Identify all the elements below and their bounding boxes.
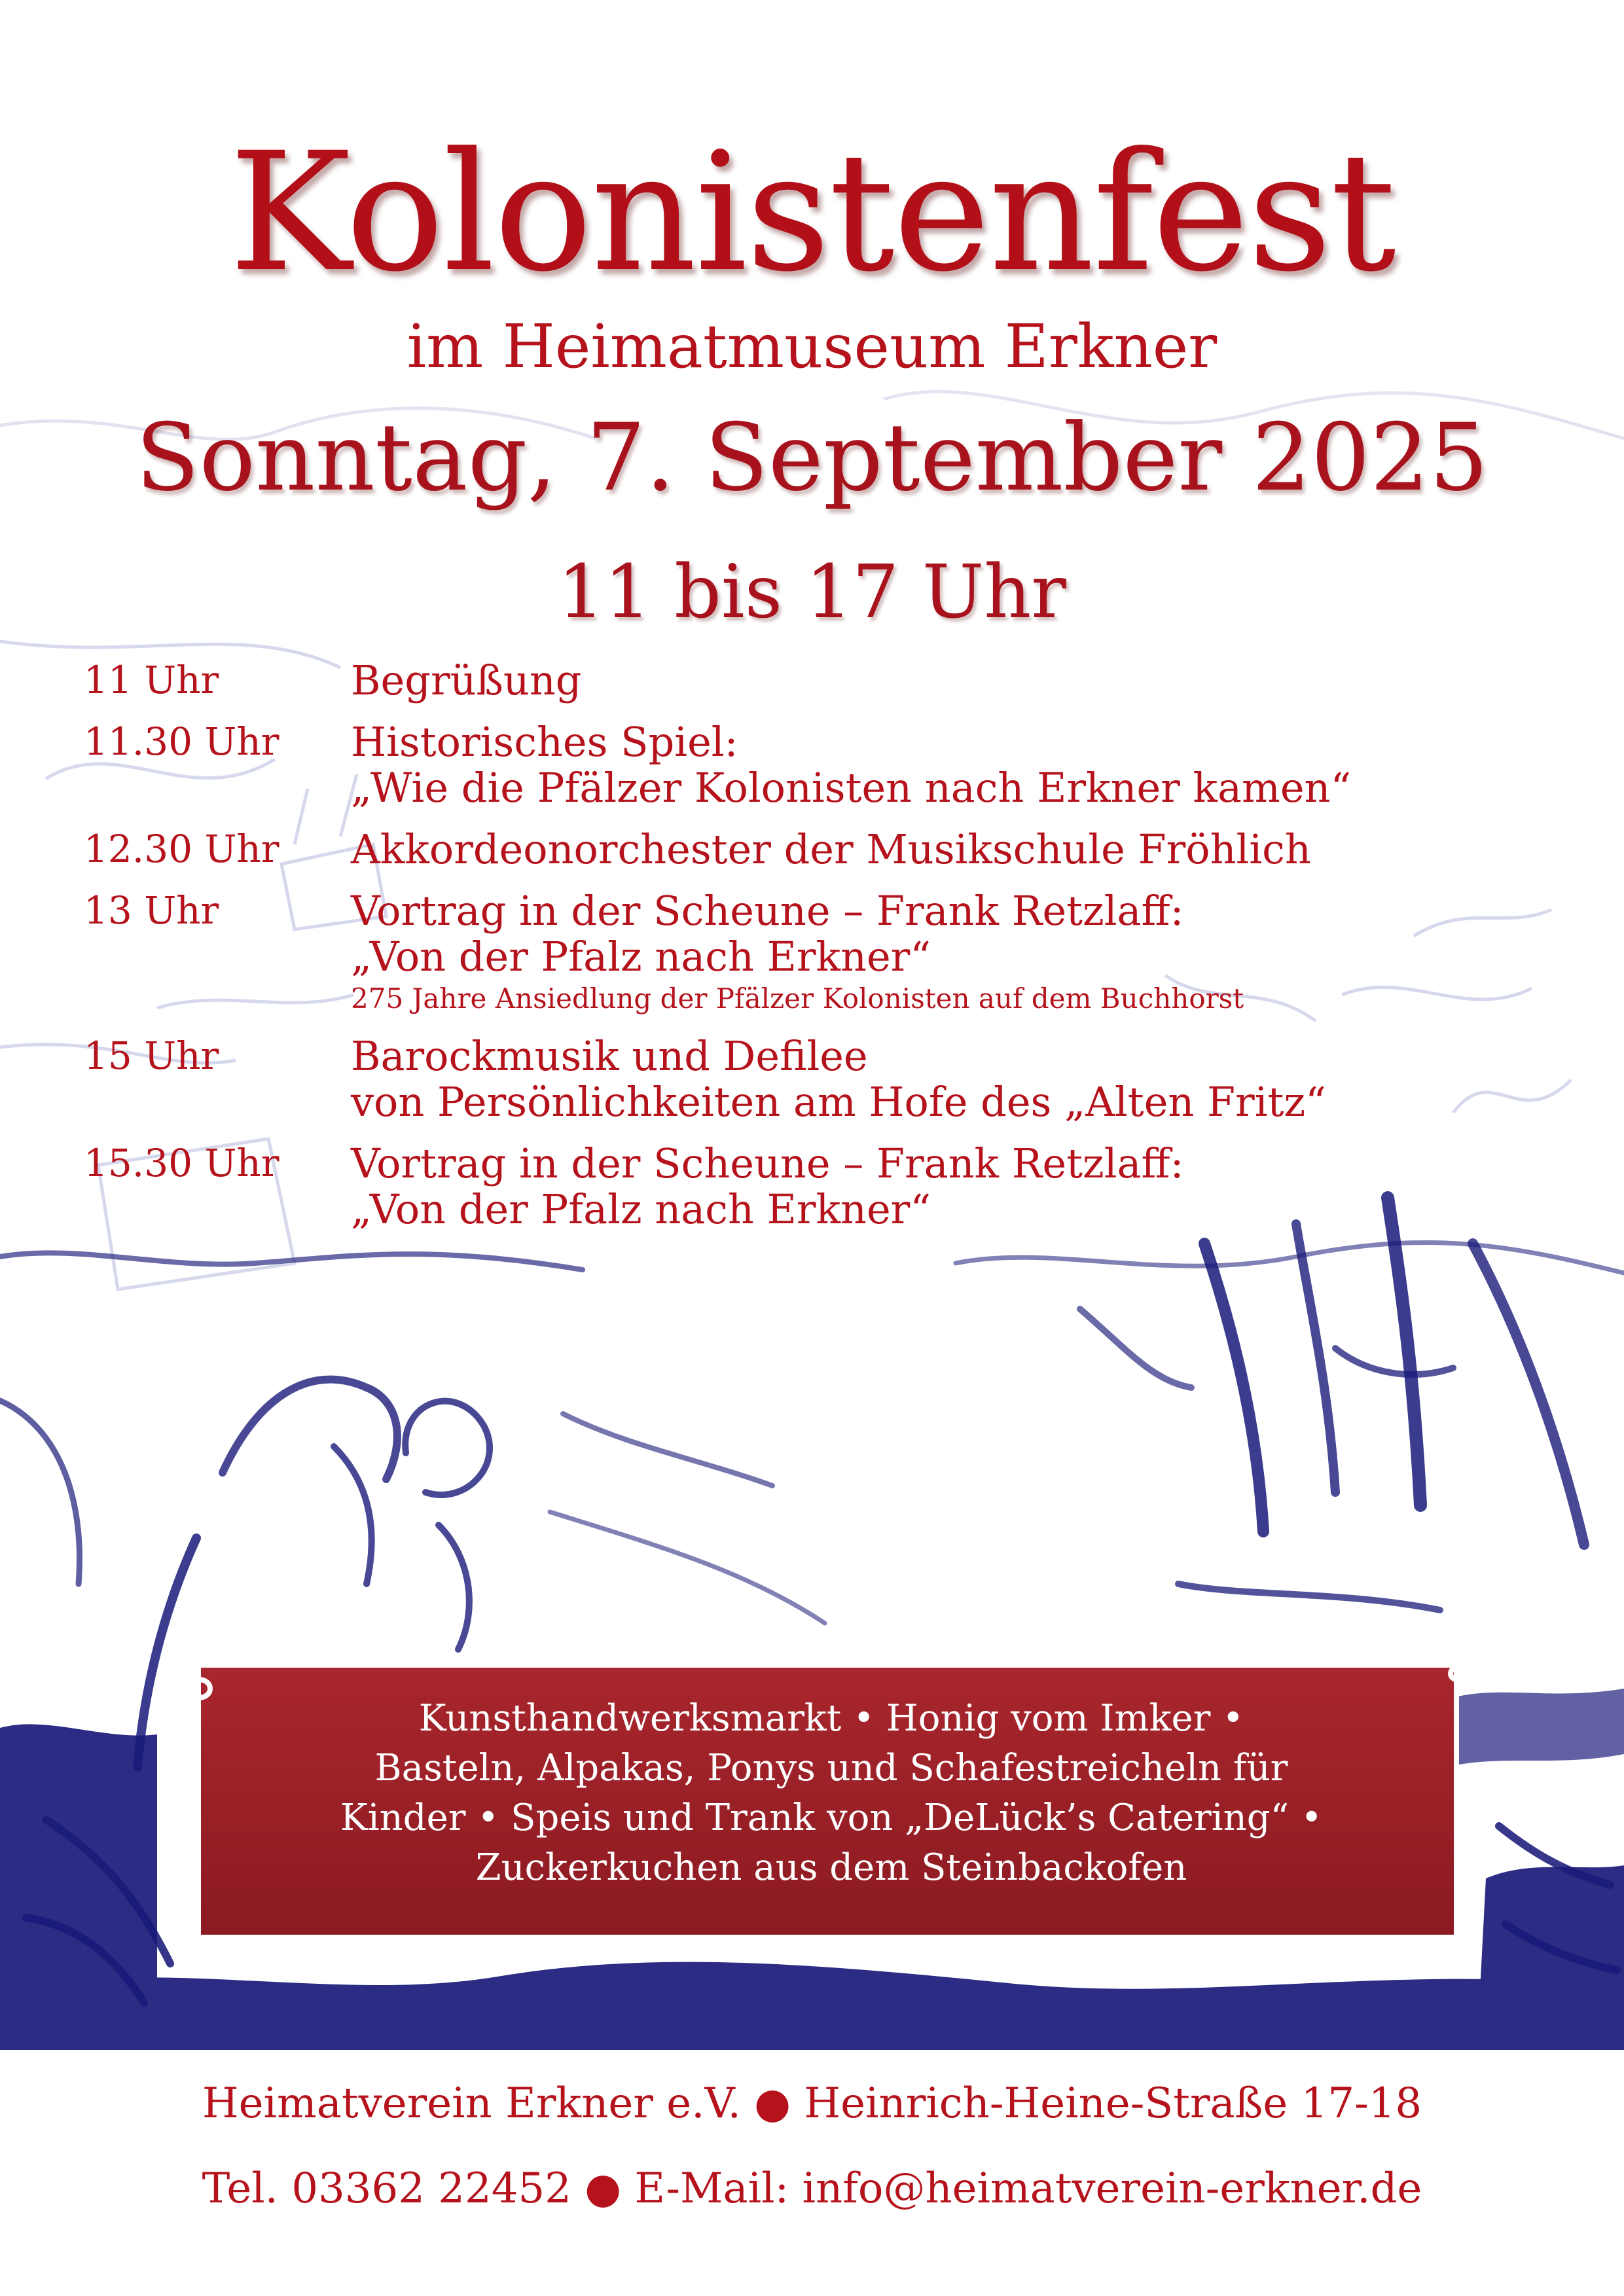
footer-address: Heimatverein Erkner e.V. ● Heinrich-Heine-Straße 17-18 [202, 2079, 1422, 2128]
program-time: 11.30 Uhr [84, 719, 280, 764]
scroll-line: Zuckerkuchen aus dem Steinbackofen [475, 1846, 1187, 1889]
program-line: Historisches Spiel: [351, 718, 738, 766]
program-line: Vortrag in der Scheune – Frank Retzlaff: [351, 887, 1184, 935]
program-description [351, 1141, 1557, 1232]
program-line: von Persönlichkeiten am Hofe des „Alten Fritz“ [351, 1078, 1326, 1126]
program-time: 12.30 Uhr [84, 827, 280, 871]
program-description [351, 888, 1557, 1018]
program-line: „Wie die Pfälzer Kolonisten nach Erkner kamen“ [351, 764, 1352, 812]
program-item [84, 658, 1557, 704]
program-list [84, 658, 1557, 1248]
scroll-line: Basteln, Alpakas, Ponys und Schafestreicheln für [374, 1747, 1288, 1789]
program-time: 11 Uhr [84, 658, 219, 702]
program-time: 15.30 Uhr [84, 1141, 280, 1185]
scroll-text [239, 1694, 1424, 1893]
event-date: Sonntag, 7. September 2025 [135, 404, 1489, 512]
event-subtitle: im Heimatmuseum Erkner [406, 312, 1218, 382]
program-line: „Von der Pfalz nach Erkner“ [351, 1185, 931, 1233]
program-line: Barockmusik und Defilee [351, 1032, 868, 1080]
program-description [351, 1033, 1557, 1125]
footer-contact: Tel. 03362 22452 ● E-Mail: info@heimatverein-erkner.de [202, 2164, 1422, 2213]
program-description [351, 827, 1557, 872]
program-note: 275 Jahre Ansiedlung der Pfälzer Kolonisten auf dem Buchhorst [351, 982, 1244, 1014]
scroll-line: Kunsthandwerksmarkt • Honig vom Imker • [418, 1697, 1244, 1740]
program-description [351, 658, 1557, 704]
program-item [84, 719, 1557, 811]
program-line: „Von der Pfalz nach Erkner“ [351, 933, 931, 980]
program-time: 15 Uhr [84, 1033, 219, 1078]
program-line: Akkordeonorchester der Musikschule Fröhlich [351, 825, 1311, 873]
program-item [84, 1141, 1557, 1232]
program-description [351, 719, 1557, 811]
program-time: 13 Uhr [84, 888, 219, 933]
info-scroll-banner [173, 1644, 1489, 1958]
program-line: Begrüßung [351, 656, 582, 704]
program-line: Vortrag in der Scheune – Frank Retzlaff: [351, 1139, 1184, 1187]
program-item [84, 827, 1557, 872]
scroll-line: Kinder • Speis und Trank von „DeLück’s Catering“ • [340, 1797, 1323, 1839]
program-item [84, 1033, 1557, 1125]
event-title: Kolonistenfest [229, 117, 1395, 308]
event-time: 11 bis 17 Uhr [558, 550, 1066, 635]
program-item [84, 888, 1557, 1018]
